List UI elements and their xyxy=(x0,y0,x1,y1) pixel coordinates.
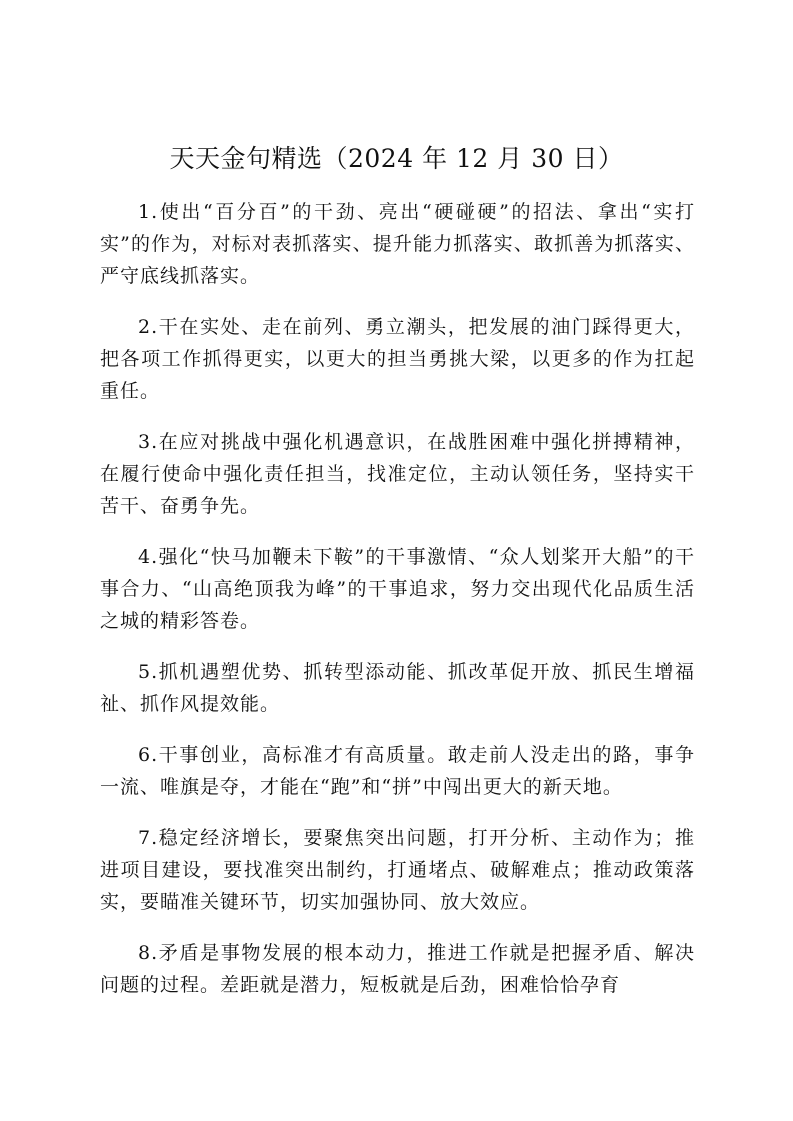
paragraph-8: 8.矛盾是事物发展的根本动力，推进工作就是把握矛盾、解决问题的过程。差距就是潜力，短板就是后劲，困难恰恰孕育 xyxy=(100,942,695,996)
paragraph-7: 7.稳定经济增长，要聚焦突出问题，打开分析、主动作为；推进项目建设，要找准突出制约，打通堵点、破解难点；推动政策落实，要瞄准关键环节，切实加强协同、放大效应。 xyxy=(100,827,695,913)
paragraph-2: 2.干在实处、走在前列、勇立潮头，把发展的油门踩得更大，把各项工作抓得更实，以更大的担当勇挑大梁，以更多的作为扛起重任。 xyxy=(100,316,695,402)
paragraph-4: 4.强化“快马加鞭未下鞍”的干事激情、“众人划桨开大船”的干事合力、“山高绝顶我为峰”的干事追求，努力交出现代化品质生活之城的精彩答卷。 xyxy=(100,546,695,632)
document-body xyxy=(100,196,695,1020)
page-title: 天天金句精选（2024 年 12 月 30 日） xyxy=(169,144,624,173)
paragraph-1: 1.使出“百分百”的干劲、亮出“硬碰硬”的招法、拿出“实打实”的作为，对标对表抓落实、提升能力抓落实、敢抓善为抓落实、严守底线抓落实。 xyxy=(100,201,695,287)
paragraph-6: 6.干事创业，高标准才有高质量。敢走前人没走出的路，事争一流、唯旗是夺，才能在“跑”和“拼”中闯出更大的新天地。 xyxy=(100,744,695,798)
paragraph-3: 3.在应对挑战中强化机遇意识，在战胜困难中强化拼搏精神，在履行使命中强化责任担当，找准定位，主动认领任务，坚持实干苦干、奋勇争先。 xyxy=(100,431,695,517)
paragraph-5: 5.抓机遇塑优势、抓转型添动能、抓改革促开放、抓民生增福祉、抓作风提效能。 xyxy=(100,661,695,715)
